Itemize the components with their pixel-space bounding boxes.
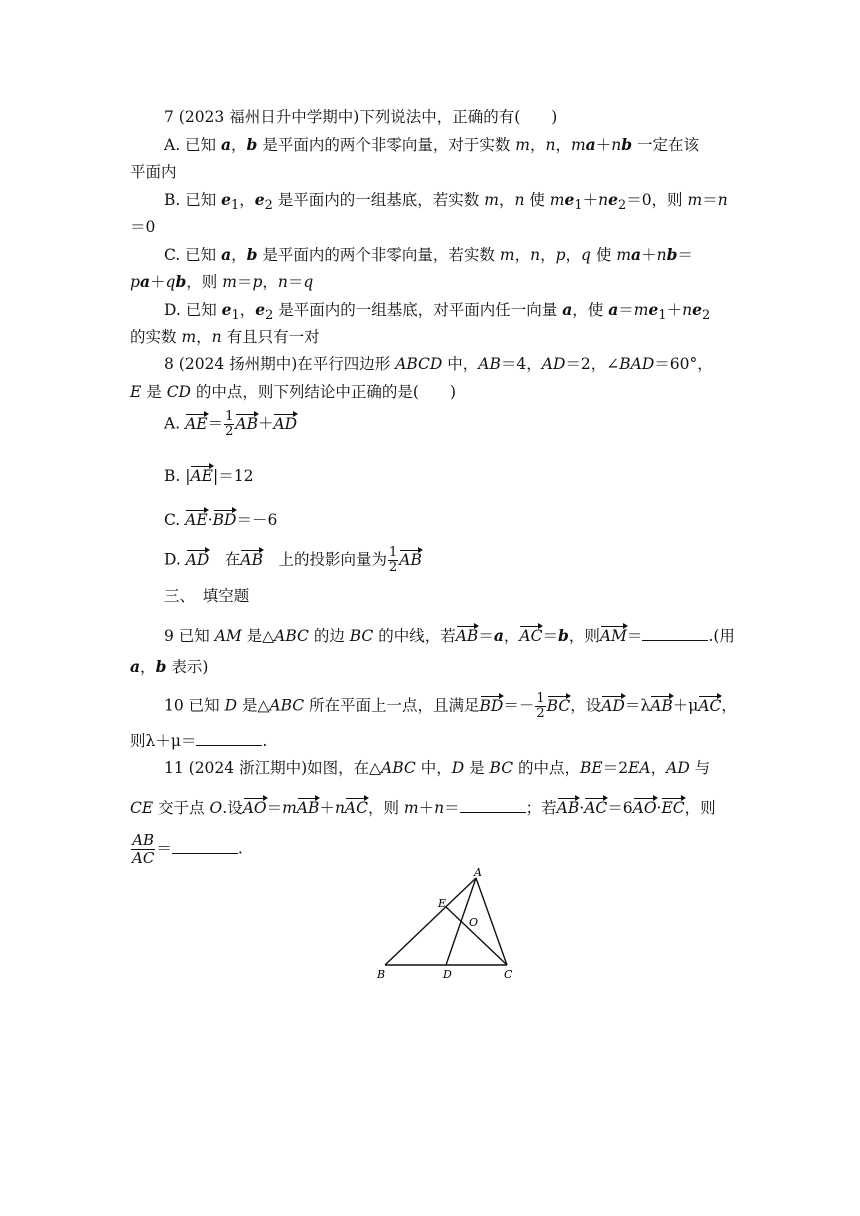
label-d: D (443, 968, 452, 981)
q7-stem: 7 (2023 福州日升中学期中)下列说法中，正确的有( ) (164, 108, 558, 126)
triangle-figure (360, 865, 540, 985)
label-e: E (438, 897, 447, 910)
answer-blank[interactable] (196, 731, 262, 746)
q7-option-b-line1: B. 已知 $e_1$，$e_2$ 是平面内的一组基底，若实数 m，n 使 $me_1+ne_2=0$，则 m＝n (164, 190, 728, 214)
answer-blank[interactable] (172, 839, 238, 854)
q7-option-c-line2: pa＋qb，则 m＝p，n＝q (130, 272, 314, 291)
q8-stem-line1: 8 (2024 扬州期中)在平行四边形 ABCD 中，AB＝4，AD＝2，∠BAD＝60°， (164, 355, 713, 373)
q11-line1: 11 (2024 浙江期中)如图，在△ABC 中，D 是 BC 的中点，BE＝2EA，AD 与 (164, 759, 711, 777)
q11-line3: $\frac{AB}{AC}$ ＝ . (132, 831, 243, 867)
side-ac (476, 878, 507, 965)
section-title-fill-blank: 三、 填空题 (164, 587, 250, 605)
q8-option-d: D. AD 在AB 上的投影向量为 $\frac{1}{2}$ AB (164, 545, 422, 575)
q7-option-b-line2: ＝0 (130, 218, 156, 236)
q10-line2: 则λ＋μ＝ . (130, 732, 268, 750)
q8-option-c: C. AE·BD＝－6 (164, 511, 278, 529)
q7-option-a-line1: A. 已知 a，b 是平面内的两个非零向量，对于实数 m，n，ma＋nb 一定在该 (164, 135, 699, 154)
q10-line1: 10 已知 D 是△ABC 所在平面上一点，且满足BD＝－ $\frac{1}{2}$ BC，设AD＝λAB＋μAC， (164, 691, 737, 721)
q7-option-a-line2: 平面内 (130, 163, 177, 181)
q9-line1: 9 已知 AM 是△ABC 的边 BC 的中线，若AB＝a，AC＝b，则AM＝ .(用 (164, 626, 735, 645)
q8-option-b: B. |AE|＝12 (164, 467, 254, 485)
answer-blank[interactable] (642, 626, 708, 641)
label-b: B (377, 968, 386, 981)
q8-stem-line2: E 是 CD 的中点，则下列结论中正确的是( ) (130, 383, 457, 401)
q7-option-d-line2: 的实数 m，n 有且只有一对 (130, 328, 320, 346)
label-a: A (474, 866, 482, 879)
q7-option-c-line1: C. 已知 a，b 是平面内的两个非零向量，若实数 m，n，p，q 使 ma＋nb＝ (164, 245, 693, 264)
q11-line2: CE 交于点 O.设AO＝mAB＋nAC，则 m＋n＝ ；若AB·AC＝6AO·EC，则 (130, 799, 716, 817)
label-c: C (504, 968, 513, 981)
q9-line2: a，b 表示) (130, 657, 209, 676)
q8-option-a: A. AE＝ $\frac{1}{2}$ AB＋AD (164, 409, 298, 439)
q7-option-d-line1: D. 已知 $e_1$，$e_2$ 是平面内的一组基底，对平面内任一向量 a，使 $a=me_1+ne_2$ (164, 300, 711, 324)
side-ab (385, 878, 479, 965)
answer-blank[interactable] (460, 798, 526, 813)
label-o: O (469, 916, 479, 929)
